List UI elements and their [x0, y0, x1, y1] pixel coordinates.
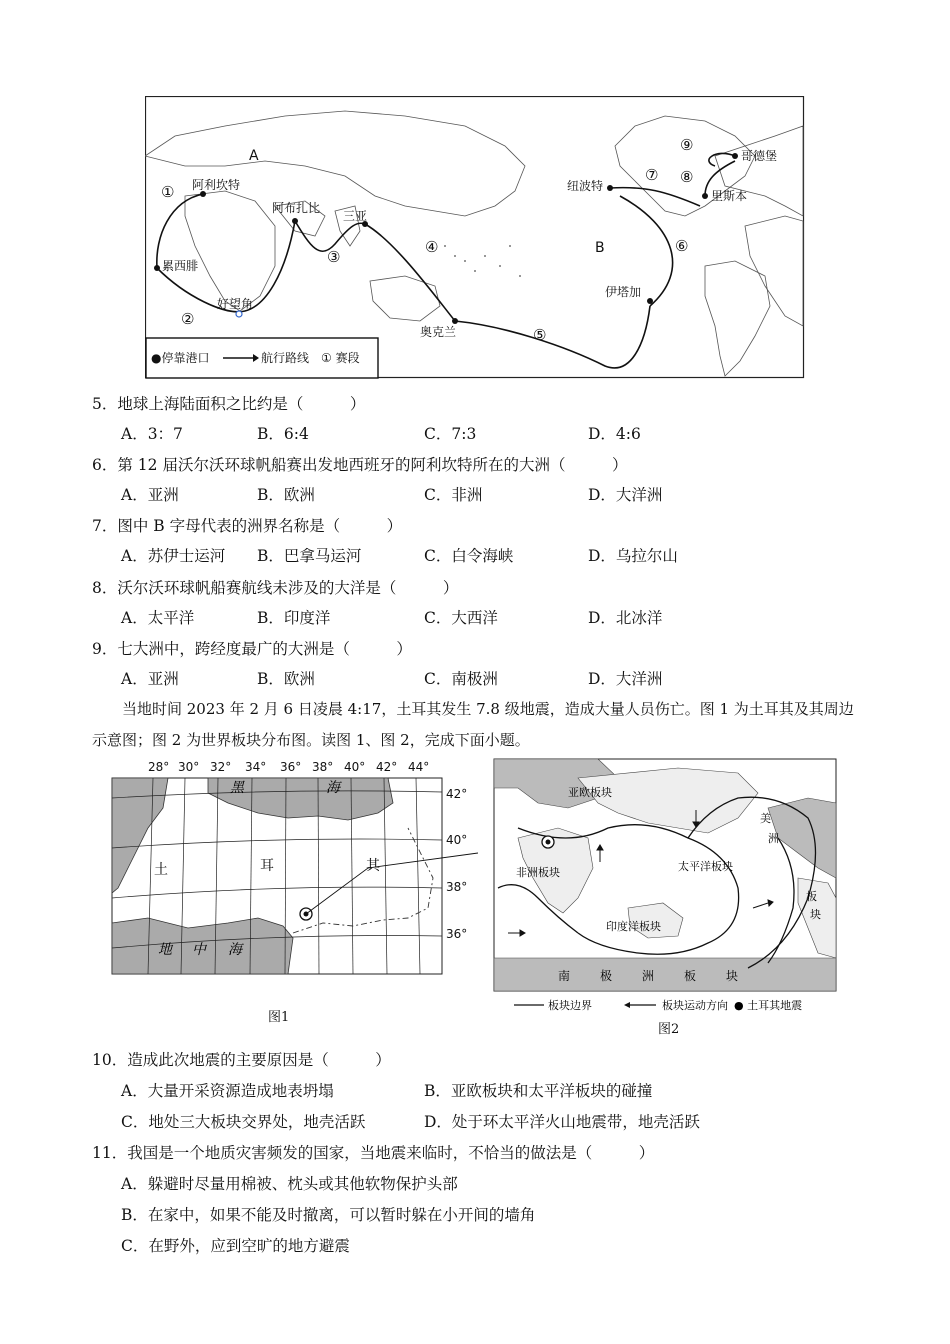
plate-label: 洲	[768, 832, 779, 845]
option: A．3：7	[121, 425, 183, 443]
option: A．躲避时尽量用棉被、枕头或其他软物保护头部	[121, 1175, 458, 1193]
option: D．北冰洋	[588, 609, 663, 627]
turkey-label: 耳	[260, 858, 274, 874]
leg-number: ⑤	[533, 326, 547, 344]
fig2-caption: 图2	[658, 1022, 680, 1037]
leg-number: ⑥	[675, 237, 689, 255]
port-label: 伊塔加	[605, 285, 642, 299]
legend-quake: ● 土耳其地震	[734, 999, 803, 1012]
leg-number: ②	[181, 310, 195, 328]
leg-number: ④	[425, 238, 439, 256]
option: C．7:3	[424, 425, 477, 443]
option: C．大西洋	[424, 609, 498, 627]
option: C．南极洲	[424, 670, 498, 688]
option: A．大量开采资源造成地表坍塌	[121, 1082, 334, 1100]
lon-label: 32°	[210, 760, 232, 774]
antarctic-label: 南	[558, 969, 571, 983]
plate-label: 块	[810, 908, 821, 921]
legend-stop: ●停靠港口	[151, 351, 210, 365]
option: C．在野外，应到空旷的地方避震	[121, 1237, 350, 1255]
lon-label: 44°	[408, 760, 430, 774]
option: B．欧洲	[257, 486, 315, 504]
antarctic-label: 板	[684, 969, 697, 983]
option: C．地处三大板块交界处，地壳活跃	[121, 1113, 366, 1131]
legend-direction: 板块运动方向	[662, 999, 728, 1012]
antarctic-label: 极	[600, 969, 613, 983]
med-label: 地	[158, 942, 172, 958]
option: A．亚洲	[121, 486, 179, 504]
lon-label: 28°	[148, 760, 170, 774]
port-label: 里斯本	[711, 189, 748, 203]
option: C．白令海峡	[424, 547, 514, 565]
option: A．亚洲	[121, 670, 179, 688]
fig1-turkey-map	[108, 758, 478, 998]
leg-number: ⑧	[680, 168, 694, 186]
port-label: 阿布扎比	[272, 201, 321, 215]
question-7: 7．图中 B 字母代表的洲界名称是（ ）	[92, 517, 403, 535]
antarctic-label: 块	[726, 969, 739, 983]
letter-a: A	[249, 148, 259, 164]
option: A．太平洋	[121, 609, 195, 627]
option: B．欧洲	[257, 670, 315, 688]
lon-label: 34°	[245, 760, 267, 774]
leg-number: ⑨	[680, 136, 694, 154]
port-label: 好望角	[217, 297, 254, 311]
option: B．印度洋	[257, 609, 331, 627]
lat-label: 42°	[446, 787, 468, 801]
question-8: 8．沃尔沃环球帆船赛航线未涉及的大洋是（ ）	[92, 579, 459, 597]
turkey-label: 其	[366, 858, 380, 874]
plate-label: 板	[806, 890, 817, 903]
port-label: 纽波特	[567, 179, 604, 193]
question-10: 10．造成此次地震的主要原因是（ ）	[92, 1051, 391, 1069]
black-sea-label: 海	[326, 780, 340, 796]
plate-label: 印度洋板块	[606, 920, 661, 933]
question-5: 5．地球上海陆面积之比约是（ ）	[92, 395, 366, 413]
port-label: 三亚	[343, 209, 368, 223]
port-label: 阿利坎特	[192, 178, 241, 192]
lat-label: 40°	[446, 833, 468, 847]
port-label: 奥克兰	[420, 325, 457, 339]
leg-number: ①	[161, 183, 175, 201]
letter-b: B	[595, 240, 605, 256]
legend-boundary: 板块边界	[548, 999, 592, 1012]
option: C．非洲	[424, 486, 483, 504]
lon-label: 40°	[344, 760, 366, 774]
lat-label: 36°	[446, 927, 468, 941]
option: B．6:4	[257, 425, 309, 443]
fig1-caption: 图1	[268, 1010, 290, 1025]
question-6: 6．第 12 届沃尔沃环球帆船赛出发地西班牙的阿利坎特所在的大洲（ ）	[92, 456, 628, 474]
passage: 当地时间 2023 年 2 月 6 日凌晨 4:17，土耳其发生 7.8 级地震，造成大量人员伤亡。图 1 为土耳其及其周边示意图；图 2 为世界板块分布图。读图 1、图 2，完成下面小题。	[92, 700, 854, 749]
lon-label: 36°	[280, 760, 302, 774]
antarctic-label: 洲	[642, 969, 655, 983]
lon-label: 38°	[312, 760, 334, 774]
med-label: 中	[192, 942, 206, 958]
question-11: 11．我国是一个地质灾害频发的国家，当地震来临时，不恰当的做法是（ ）	[92, 1144, 655, 1162]
option: B．亚欧板块和太平洋板块的碰撞	[424, 1082, 653, 1100]
option: D．处于环太平洋火山地震带，地壳活跃	[424, 1113, 700, 1131]
black-sea-label: 黑	[230, 780, 244, 796]
question-9: 9．七大洲中，跨经度最广的大洲是（ ）	[92, 640, 412, 658]
option: D．大洋洲	[588, 486, 663, 504]
port-label: 累西腓	[162, 259, 199, 273]
route-map	[145, 96, 805, 379]
option: D．4:6	[588, 425, 641, 443]
plate-label: 太平洋板块	[678, 860, 733, 873]
turkey-label: 土	[154, 862, 168, 878]
leg-number: ③	[327, 248, 341, 266]
legend-leg: ① 赛段	[321, 351, 360, 365]
med-label: 海	[228, 942, 242, 958]
option: B．在家中，如果不能及时撤离，可以暂时躲在小开间的墙角	[121, 1206, 536, 1224]
plate-label: 美	[760, 812, 771, 825]
leg-number: ⑦	[645, 166, 659, 184]
option: A．苏伊士运河	[121, 547, 226, 565]
lat-label: 38°	[446, 880, 468, 894]
option: D．大洋洲	[588, 670, 663, 688]
lon-label: 30°	[178, 760, 200, 774]
port-label: 哥德堡	[741, 149, 778, 163]
fig2-plate-map	[478, 758, 844, 1018]
option: B．巴拿马运河	[257, 547, 362, 565]
lon-label: 42°	[376, 760, 398, 774]
plate-label: 非洲板块	[516, 866, 560, 879]
legend-route: 航行路线	[261, 351, 310, 365]
plate-label: 亚欧板块	[568, 786, 612, 799]
option: D．乌拉尔山	[588, 547, 678, 565]
